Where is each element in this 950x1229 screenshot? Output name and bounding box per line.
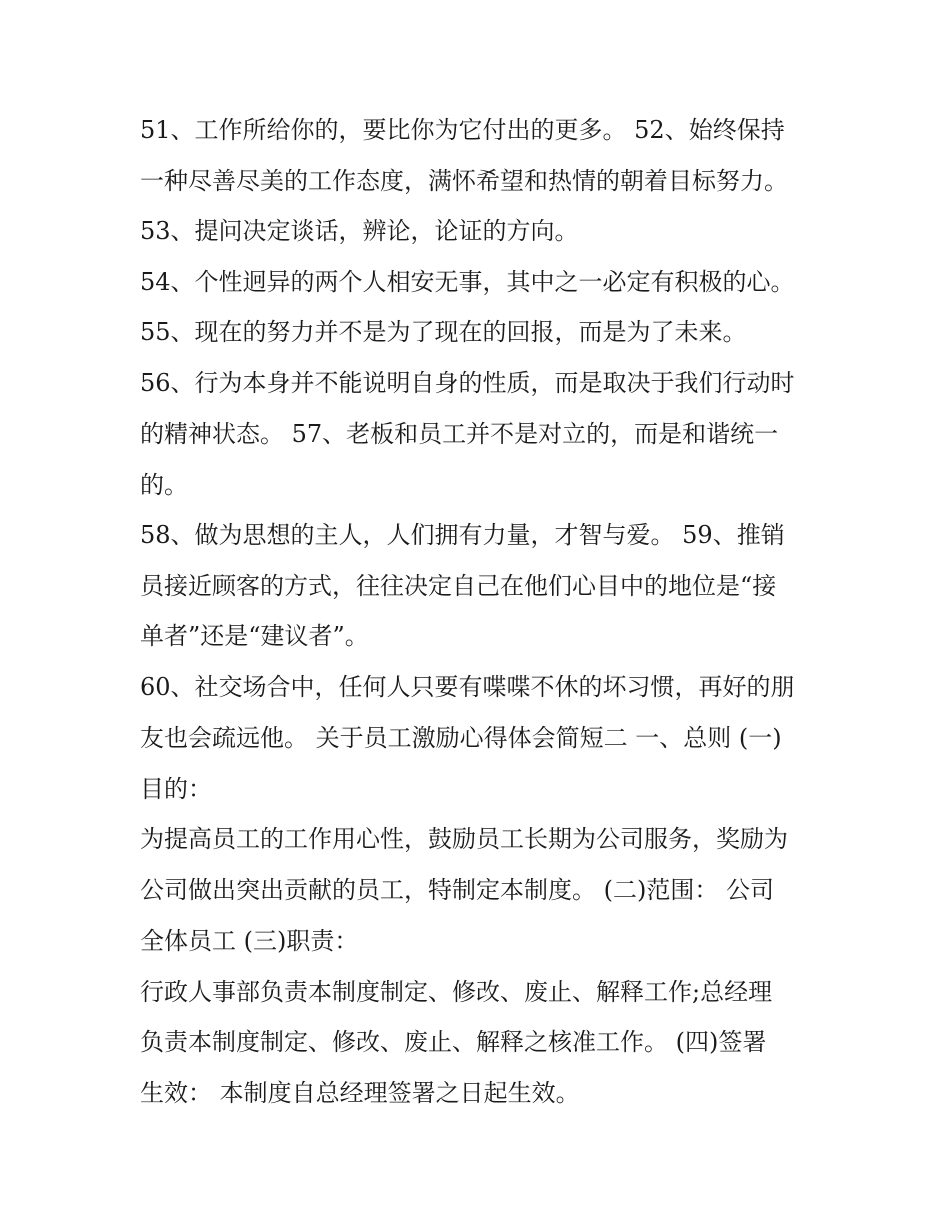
text-line-19: 负责本制度制定、修改、废止、解释之核准工作。 (四)签署 (140, 1028, 767, 1056)
text-line-17: 全体员工 (三)职责： (140, 927, 359, 955)
text-line-15: 为提高员工的工作用心性，鼓励员工长期为公司服务，奖励为 (140, 825, 788, 853)
text-line-6: 56、行为本身并不能说明自身的性质，而是取决于我们行动时 (140, 369, 795, 397)
text-line-8: 的。 (140, 471, 188, 499)
text-line-5: 55、现在的努力并不是为了现在的回报，而是为了未来。 (140, 318, 747, 346)
text-line-10: 员接近顾客的方式，往往决定自己在他们心目中的地位是“接 (140, 572, 777, 600)
text-line-20: 生效： 本制度自总经理签署之日起生效。 (140, 1079, 580, 1107)
text-line-16: 公司做出突出贡献的员工，特制定本制度。 (二)范围： 公司 (140, 876, 774, 904)
text-line-1: 51、工作所给你的，要比你为它付出的更多。 52、始终保持 (140, 116, 785, 144)
text-line-2: 一种尽善尽美的工作态度，满怀希望和热情的朝着目标努力。 (140, 167, 788, 195)
text-line-9: 58、做为思想的主人，人们拥有力量，才智与爱。 59、推销 (140, 521, 785, 549)
text-line-18: 行政人事部负责本制度制定、修改、废止、解释工作;总经理 (140, 978, 773, 1006)
text-line-13: 友也会疏远他。 关于员工激励心得体会简短二 一、总则 (一) (140, 724, 782, 752)
text-line-3: 53、提问决定谈话，辨论，论证的方向。 (140, 217, 579, 245)
text-line-4: 54、个性迥异的两个人相安无事，其中之一必定有积极的心。 (140, 268, 795, 296)
text-line-7: 的精神状态。 57、老板和员工并不是对立的，而是和谐统一 (140, 420, 779, 448)
text-line-11: 单者”还是“建议者”。 (140, 622, 369, 650)
text-line-12: 60、社交场合中，任何人只要有喋喋不休的坏习惯，再好的朋 (140, 673, 795, 701)
text-line-14: 目的： (140, 775, 212, 803)
